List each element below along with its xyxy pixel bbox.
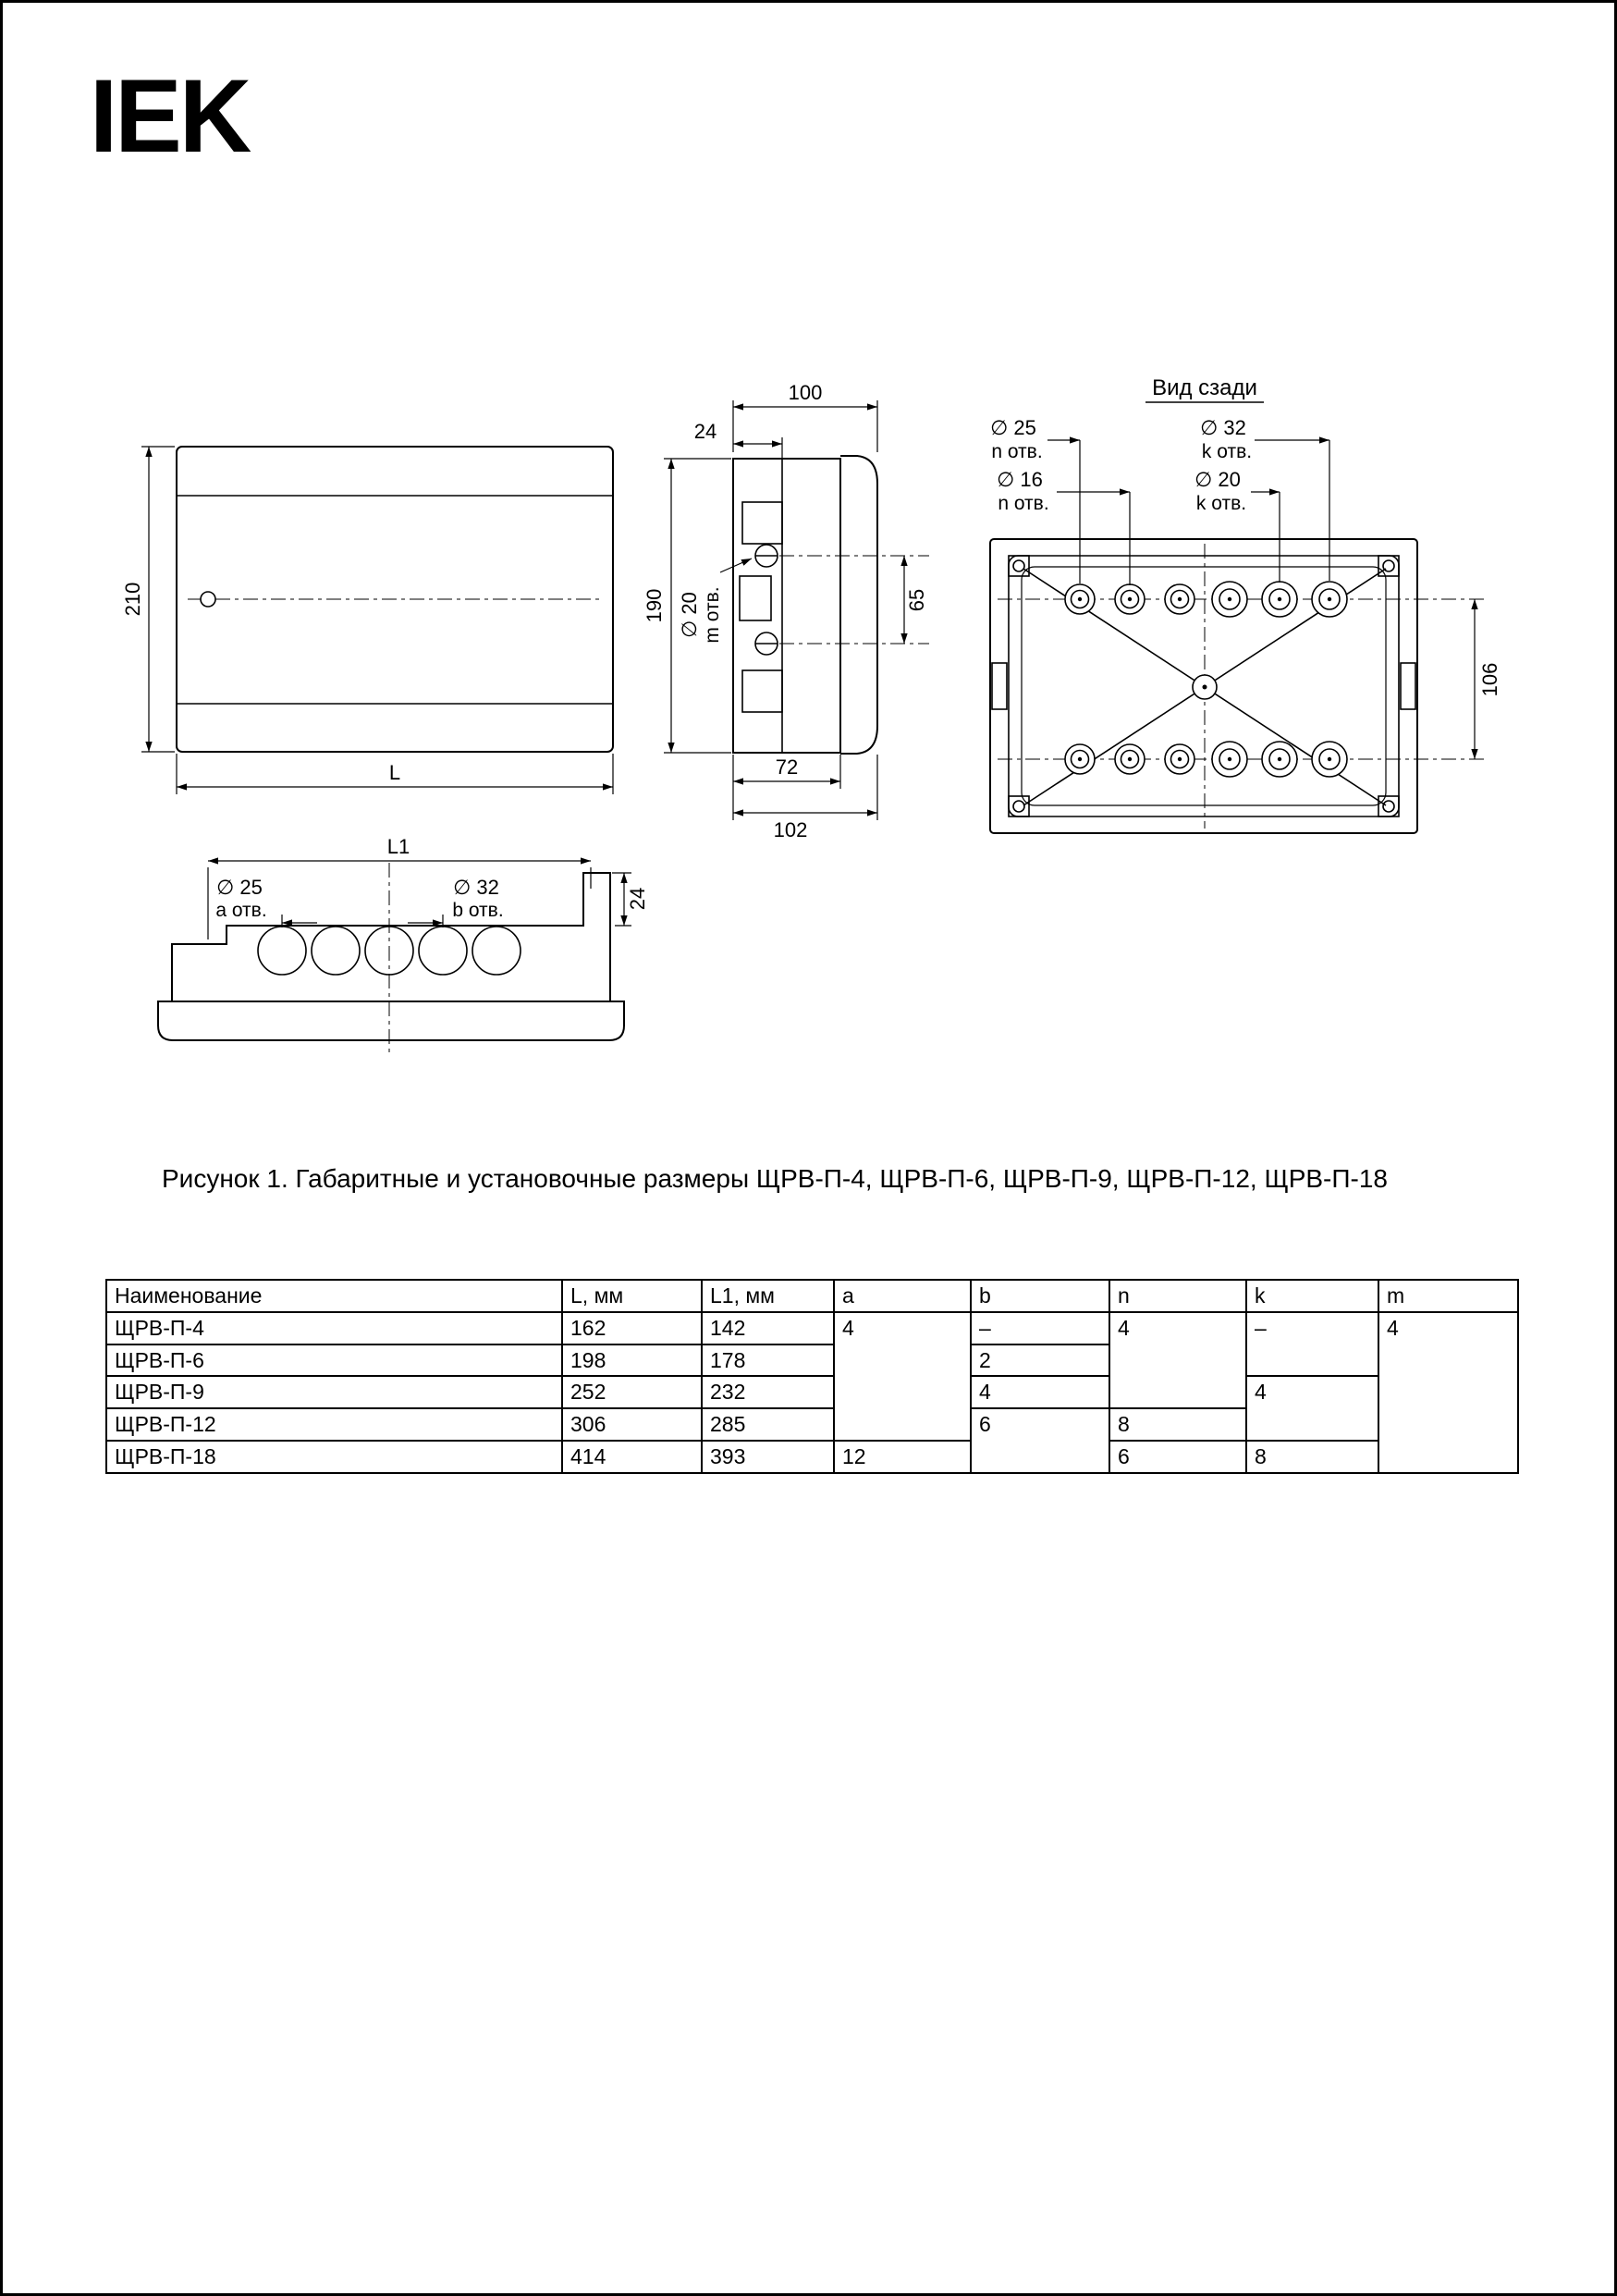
knockout-hole — [472, 927, 521, 975]
table-cell: 4 — [1109, 1312, 1246, 1408]
knockout-hole — [1165, 584, 1194, 614]
table-cell: 178 — [702, 1344, 834, 1377]
dimension-width-L — [177, 754, 613, 794]
back-view — [990, 375, 1501, 833]
header-cell: L, мм — [562, 1280, 702, 1312]
hole-diameter-label: ∅ 25 — [216, 876, 263, 899]
table-row — [106, 1312, 1518, 1344]
figure-caption: Рисунок 1. Габаритные и установочные размеры ЩРВ-П-4, ЩРВ-П-6, ЩРВ-П-9, ЩРВ-П-12, ЩРВ-П-18 — [162, 1164, 1388, 1193]
table-cell: 4 — [971, 1376, 1109, 1408]
hole-count-label: b отв. — [452, 900, 504, 921]
table-row — [106, 1376, 1518, 1408]
table-cell: – — [1246, 1312, 1378, 1377]
header-cell: m — [1378, 1280, 1518, 1312]
hole-diameter-label: ∅ 32 — [1200, 416, 1246, 439]
hole-count-label: n отв. — [991, 441, 1043, 462]
dimension-door-24 — [694, 420, 782, 459]
table-cell: 8 — [1246, 1441, 1378, 1473]
table-cell: 306 — [562, 1408, 702, 1441]
hole-count-label: m отв. — [702, 586, 723, 644]
table-cell: 198 — [562, 1344, 702, 1377]
mounting-screw-bottom — [755, 632, 778, 655]
mounting-screw-top — [755, 545, 778, 567]
knockout-hole — [1262, 582, 1297, 617]
knockout-hole — [1312, 742, 1347, 777]
table-cell: 12 — [834, 1441, 971, 1473]
dimension-depth-72 — [733, 755, 840, 789]
side-view — [643, 381, 929, 841]
door-flange-profile — [840, 456, 877, 754]
table-cell: 6 — [1109, 1441, 1246, 1473]
corner-screw — [1383, 801, 1394, 812]
knockout-hole — [258, 927, 306, 975]
knockout-hole — [312, 927, 360, 975]
callout-hole-25a — [215, 876, 317, 927]
header-cell: Наименование — [106, 1280, 562, 1312]
dim-label-106: 106 — [1478, 662, 1501, 697]
knockout-hole — [1212, 582, 1247, 617]
dim-label-100: 100 — [788, 381, 823, 404]
knockout-hole — [1065, 744, 1095, 774]
front-frame-flange — [158, 1001, 624, 1040]
table-cell: ЩРВ-П-6 — [106, 1344, 562, 1377]
header-cell: a — [834, 1280, 971, 1312]
header-cell: L1, мм — [702, 1280, 834, 1312]
dimension-depth-100 — [733, 381, 877, 452]
figure-drawings — [3, 3, 1617, 1112]
dim-label-L: L — [388, 761, 401, 784]
knockout-hole — [1312, 582, 1347, 617]
table-cell: 4 — [1378, 1312, 1518, 1473]
table-cell: 8 — [1109, 1408, 1246, 1441]
dim-label-24: 24 — [693, 420, 717, 443]
dimension-width-L1 — [208, 835, 591, 939]
dimension-depth-102 — [733, 755, 877, 841]
hole-diameter-label: ∅ 16 — [997, 468, 1043, 491]
dimensions-table-wrap — [105, 1279, 1519, 1474]
corner-screw — [1013, 801, 1024, 812]
hole-diameter-label: ∅ 20 — [678, 592, 701, 638]
knockout-hole — [1065, 584, 1095, 614]
table-cell: ЩРВ-П-18 — [106, 1441, 562, 1473]
back-view-title: Вид сзади — [1152, 375, 1257, 400]
table-cell: 252 — [562, 1376, 702, 1408]
bottom-view — [158, 835, 649, 1055]
dim-label-L1: L1 — [386, 835, 410, 858]
dim-label-210: 210 — [121, 582, 144, 617]
header-cell: n — [1109, 1280, 1246, 1312]
hole-count-label: a отв. — [215, 900, 267, 921]
table-cell: 4 — [834, 1312, 971, 1441]
table-cell: ЩРВ-П-12 — [106, 1408, 562, 1441]
table-cell: ЩРВ-П-4 — [106, 1312, 562, 1344]
iek-logo: IEK — [90, 58, 250, 174]
corner-screw — [1013, 560, 1024, 571]
table-header-row — [106, 1280, 1518, 1312]
table-cell: 414 — [562, 1441, 702, 1473]
knockout-hole — [1115, 584, 1145, 614]
hole-diameter-label: ∅ 32 — [453, 876, 499, 899]
callout-hole-32b — [408, 876, 504, 927]
table-cell: 162 — [562, 1312, 702, 1344]
hole-diameter-label: ∅ 20 — [1194, 468, 1241, 491]
hole-count-label: k отв. — [1195, 493, 1247, 514]
table-row — [106, 1441, 1518, 1473]
hole-count-label: k отв. — [1201, 441, 1253, 462]
table-cell: 393 — [702, 1441, 834, 1473]
knockout-hole — [1212, 742, 1247, 777]
header-cell: k — [1246, 1280, 1378, 1312]
knockout-hole — [1165, 744, 1194, 774]
dim-label-72: 72 — [775, 755, 799, 779]
table-cell: – — [971, 1312, 1109, 1344]
dim-label-102: 102 — [773, 818, 808, 841]
knockout-hole — [1262, 742, 1297, 777]
header-cell: b — [971, 1280, 1109, 1312]
dimensions-table — [105, 1279, 1519, 1474]
dim-label-190: 190 — [643, 588, 666, 623]
hole-count-label: n отв. — [998, 493, 1049, 514]
table-cell: 232 — [702, 1376, 834, 1408]
dim-label-65: 65 — [905, 588, 928, 612]
knockout-hole — [419, 927, 467, 975]
knockout-hole — [1115, 744, 1145, 774]
hole-diameter-label: ∅ 25 — [990, 416, 1036, 439]
front-view — [121, 447, 613, 794]
dimension-step-24 — [612, 873, 649, 926]
table-cell: 2 — [971, 1344, 1109, 1377]
dimension-height-210 — [121, 447, 175, 752]
lock-hole — [201, 592, 215, 607]
dim-label-24: 24 — [626, 887, 649, 911]
table-cell: 142 — [702, 1312, 834, 1344]
table-cell: ЩРВ-П-9 — [106, 1376, 562, 1408]
table-cell: 285 — [702, 1408, 834, 1441]
table-cell: 6 — [971, 1408, 1109, 1473]
dimension-rows-106 — [1475, 599, 1501, 759]
table-cell: 4 — [1246, 1376, 1378, 1441]
